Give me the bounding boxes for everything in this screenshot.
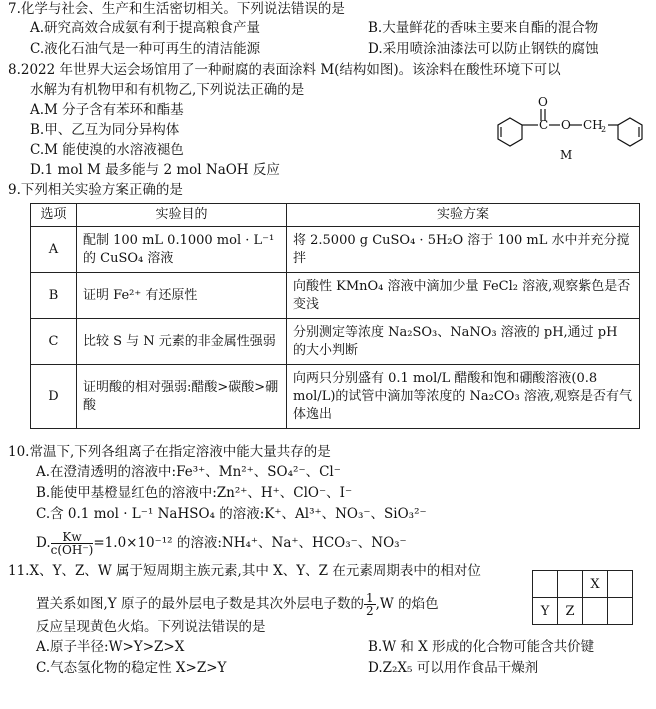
periodic-position-grid: [532, 570, 633, 625]
row-plan: 向酸性 KMnO₄ 溶液中滴加少量 FeCl₂ 溶液,观察紫色是否变浅: [287, 273, 640, 319]
row-plan: 向两只分别盛有 0.1 mol/L 醋酸和饱和硼酸溶液(0.8 mol/L)的试管中滴加等浓度的 Na₂CO₃ 溶液,观察是否有气体逸出: [287, 365, 640, 429]
header-option: 选项: [31, 204, 77, 227]
q11-stem-line1: 11.X、Y、Z、W 属于短周期主族元素,其中 X、Y、Z 在元素周期表中的相对位: [8, 563, 481, 579]
q7-option-b: B.大量鲜花的香味主要来自酯的混合物: [368, 20, 599, 36]
q11-fraction-denominator: 2: [366, 604, 374, 618]
q11-option-d: D.Z₂X₅ 可以用作食品干燥剂: [368, 660, 539, 676]
grid-cell: [533, 571, 558, 598]
table-row: [31, 273, 640, 319]
q10-d-rest: =1.0×10⁻¹² 的溶液:NH₄⁺、Na⁺、HCO₃⁻、NO₃⁻: [93, 535, 407, 551]
grid-cell: X: [583, 571, 608, 598]
row-purpose: 比较 S 与 N 元素的非金属性强弱: [77, 319, 287, 365]
row-option: C: [31, 319, 77, 365]
q8-option-b: B.甲、乙互为同分异构体: [30, 122, 180, 138]
q11-stem-line3: 反应呈现黄色火焰。下列说法错误的是: [36, 619, 266, 635]
row-purpose: 配制 100 mL 0.1000 mol · L⁻¹ 的 CuSO₄ 溶液: [77, 227, 287, 273]
q8-option-d: D.1 mol M 最多能与 2 mol NaOH 反应: [30, 162, 280, 178]
molecule-m-label: M: [560, 148, 573, 162]
row-purpose: 证明酸的相对强弱:醋酸>碳酸>硼酸: [77, 365, 287, 429]
svg-text:O: O: [538, 96, 548, 109]
row-option: A: [31, 227, 77, 273]
table-header-row: [31, 204, 640, 227]
q8-option-a: A.M 分子含有苯环和酯基: [30, 102, 184, 118]
q11-option-c: C.气态氢化物的稳定性 X>Z>Y: [36, 660, 227, 676]
grid-cell: Z: [558, 598, 583, 625]
q8-option-c: C.M 能使溴的水溶液褪色: [30, 142, 184, 158]
grid-cell: [608, 598, 633, 625]
table-row: [31, 227, 640, 273]
q11-option-b: B.W 和 X 形成的化合物可能含共价键: [368, 639, 595, 655]
header-plan: 实验方案: [287, 204, 640, 227]
svg-text:CH: CH: [583, 118, 603, 132]
table-row: [31, 365, 640, 429]
table-row: [31, 319, 640, 365]
grid-cell: Y: [533, 598, 558, 625]
row-plan: 将 2.5000 g CuSO₄ · 5H₂O 溶于 100 mL 水中并充分搅拌: [287, 227, 640, 273]
svg-text:C: C: [539, 118, 549, 132]
q8-stem-line2: 水解为有机物甲和有机物乙,下列说法正确的是: [30, 82, 305, 98]
q10-option-a: A.在澄清透明的溶液中:Fe³⁺、Mn²⁺、SO₄²⁻、Cl⁻: [36, 464, 341, 480]
grid-cell: [608, 571, 633, 598]
header-purpose: 实验目的: [77, 204, 287, 227]
q10-option-b: B.能使甲基橙显红色的溶液中:Zn²⁺、H⁺、ClO⁻、I⁻: [36, 485, 353, 501]
row-option: B: [31, 273, 77, 319]
q11-stem-line2b: ,W 的焰色: [375, 596, 439, 612]
grid-cell: [558, 571, 583, 598]
q10-option-c: C.含 0.1 mol · L⁻¹ NaHSO₄ 的溶液:K⁺、Al³⁺、NO₃⁻、SiO₃²⁻: [36, 506, 427, 522]
row-plan: 分别测定等浓度 Na₂SO₃、NaNO₃ 溶液的 pH,通过 pH 的大小判断: [287, 319, 640, 365]
q7-option-d: D.采用喷涂油漆法可以防止钢铁的腐蚀: [368, 41, 599, 57]
q10-d-prefix: D.: [36, 535, 51, 551]
q10-d-fraction: [51, 531, 94, 556]
q7-option-c: C.液化石油气是一种可再生的清洁能源: [30, 41, 261, 57]
q10-d-numerator: Kw: [51, 531, 94, 544]
q9-stem: 9.下列相关实验方案正确的是: [8, 182, 183, 198]
row-option: D: [31, 365, 77, 429]
q10-option-d: [36, 531, 407, 556]
q10-d-denominator: c(OH⁻): [50, 543, 94, 557]
q11-fraction-numerator: 1: [366, 591, 374, 605]
grid-row: [533, 571, 633, 598]
q7-option-a: A.研究高效合成氨有利于提高粮食产量: [30, 20, 261, 36]
q11-fraction: [364, 592, 376, 617]
grid-cell: [583, 598, 608, 625]
row-purpose: 证明 Fe²⁺ 有还原性: [77, 273, 287, 319]
q11-stem-line2: [36, 592, 439, 617]
q8-stem-line1: 8.2022 年世界大运会场馆用了一种耐腐的表面涂料 M(结构如图)。该涂料在酸性环境下可以: [8, 62, 561, 78]
svg-text:2: 2: [601, 125, 607, 134]
grid-row: [533, 598, 633, 625]
experiment-table: [30, 203, 640, 429]
q11-stem-line2a: 置关系如图,Y 原子的最外层电子数是其次外层电子数的: [36, 596, 364, 612]
svg-text:O: O: [561, 118, 571, 132]
q11-option-a: A.原子半径:W>Y>Z>X: [36, 639, 185, 655]
q7-stem: 7.化学与社会、生产和生活密切相关。下列说法错误的是: [8, 1, 345, 17]
q10-stem: 10.常温下,下列各组离子在指定溶液中能大量共存的是: [8, 444, 331, 460]
